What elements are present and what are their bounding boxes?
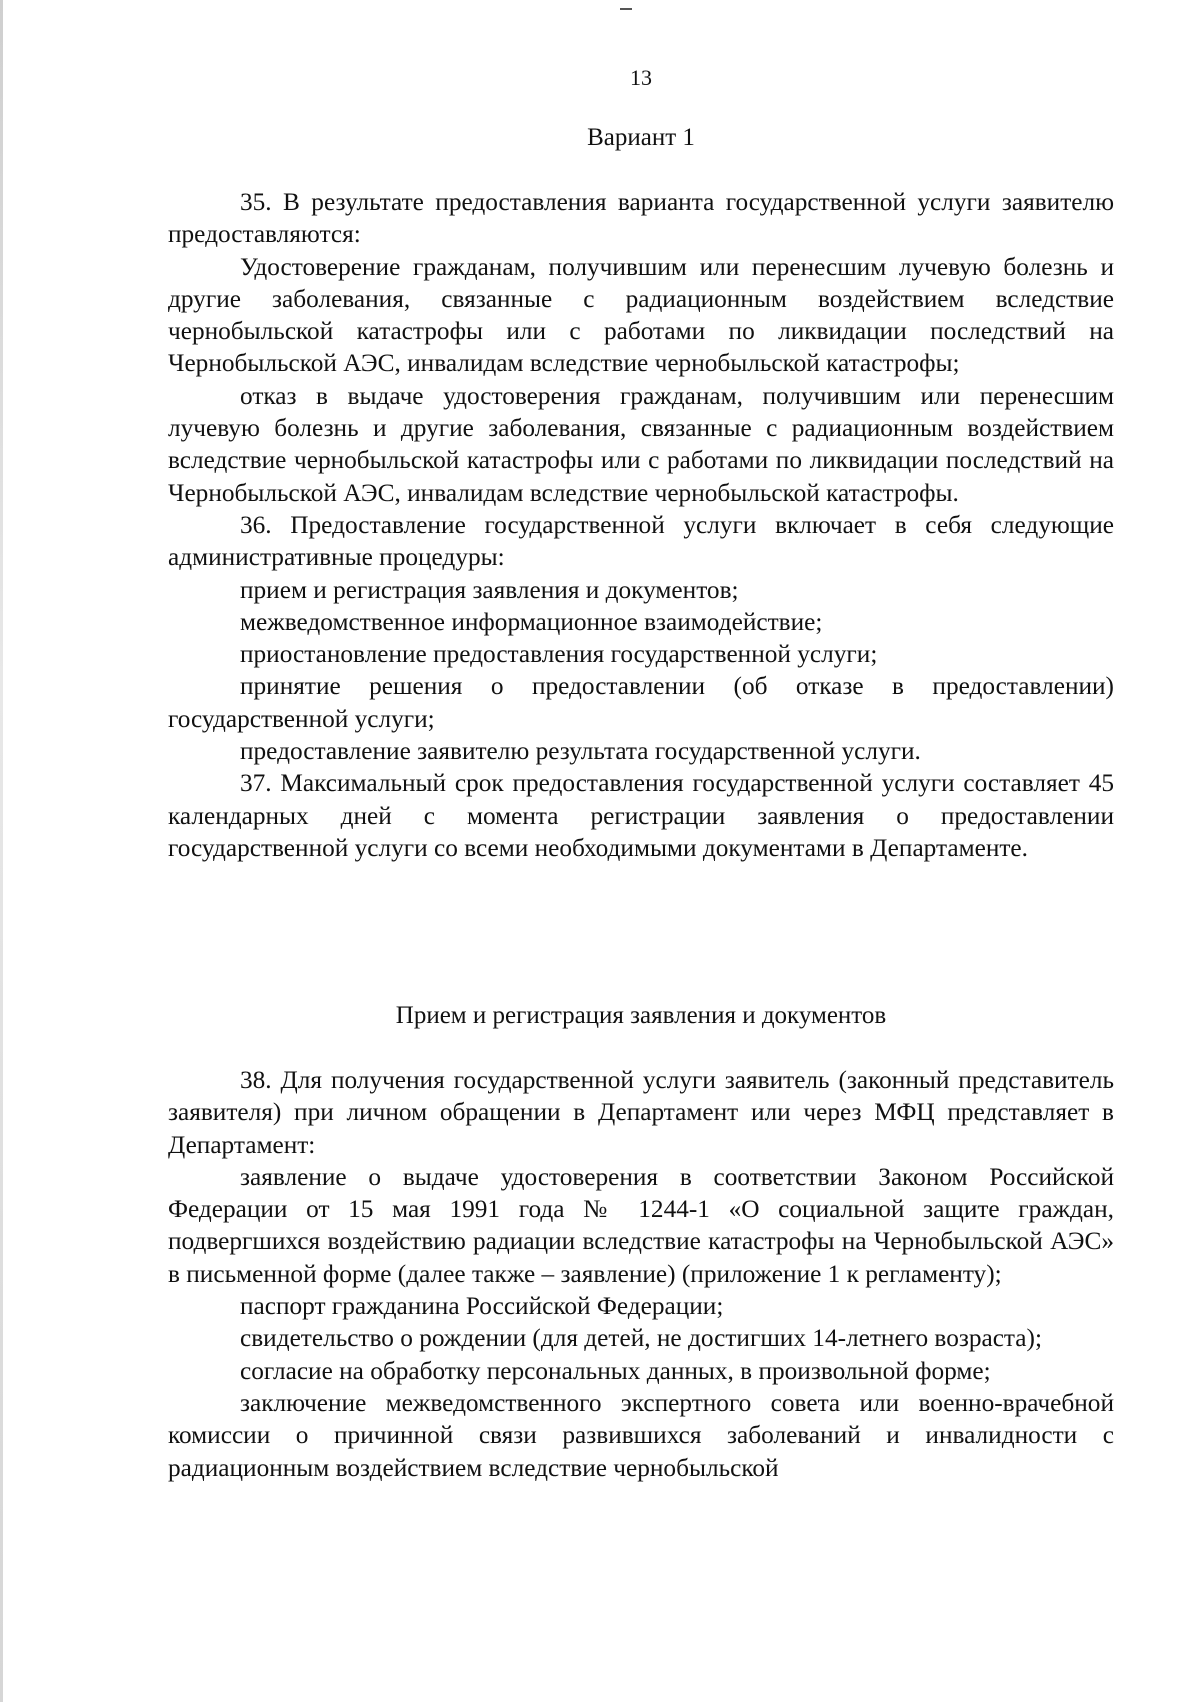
page-number: 13 — [630, 65, 652, 90]
variant-heading: Вариант 1 — [587, 124, 695, 151]
list-item-procedure: межведомственное информационное взаимодействие; — [240, 607, 823, 636]
text-block-reception — [168, 1064, 1114, 1484]
paragraph-certificate: Удостоверение гражданам, получившим или перенесшим лучевую болезнь и другие заболевания, связанные с радиационным воздействием вследствие чернобыльской катастрофы или с работами по ликвидации последствий на Чернобыльской АЭС, инвалидам вследствие чернобыльской катастрофы; — [168, 252, 1114, 378]
paragraph-37: 37. Максимальный срок предоставления государственной услуги составляет 45 календарных дней с момента регистрации заявления о предоставлении государственной услуги со всеми необходимыми документами в Департаменте. — [168, 769, 1114, 862]
list-item-document: заключение межведомственного экспертного совета или военно-врачебной комиссии о причинной связи развившихся заболеваний и инвалидности с радиационным воздействием вследствие чернобыльской — [168, 1388, 1114, 1482]
list-item-document: паспорт гражданина Российской Федерации; — [240, 1292, 724, 1321]
list-item-procedure: приостановление предоставления государственной услуги; — [240, 640, 878, 669]
paragraph-36: 36. Предоставление государственной услуги включает в себя следующие административные процедуры: — [168, 510, 1114, 572]
section-heading: Прием и регистрация заявления и документов — [395, 1002, 887, 1029]
list-item-document: заявление о выдаче удостоверения в соответствии Законом Российской Федерации от 15 мая 1991 года № 1244-1 «О социальной защите граждан, подвергшихся воздействию радиации вследствие катастрофы на Чернобыльской АЭС» в письменной форме (далее также – заявление) (приложение 1 к регламенту); — [168, 1162, 1114, 1288]
list-item-procedure: предоставление заявителю результата государственной услуги. — [240, 737, 921, 766]
paragraph-refusal: отказ в выдаче удостоверения гражданам, получившим или перенесшим лучевую болезнь и другие заболевания, связанные с радиационным воздействием вследствие чернобыльской катастрофы или с работами по ликвидации последствий на Чернобыльской АЭС, инвалидам вследствие чернобыльской катастрофы. — [168, 381, 1114, 507]
list-item-document: свидетельство о рождении (для детей, не достигших 14-летнего возраста); — [240, 1324, 1042, 1353]
list-item-document: согласие на обработку персональных данных, в произвольной форме; — [240, 1356, 991, 1385]
text-block-variant — [168, 186, 1114, 864]
paragraph-38: 38. Для получения государственной услуги заявитель (законный представитель заявителя) при личном обращении в Департамент или через МФЦ представляет в Департамент: — [168, 1066, 1114, 1159]
list-item-procedure: прием и регистрация заявления и документов; — [240, 575, 739, 604]
scan-margin-line — [0, 0, 3, 1702]
scan-mark — [620, 8, 632, 10]
paragraph-35: 35. В результате предоставления варианта государственной услуги заявителю предоставляются: — [168, 188, 1114, 249]
list-item-procedure: принятие решения о предоставлении (об отказе в предоставлении) государственной услуги; — [168, 672, 1114, 733]
